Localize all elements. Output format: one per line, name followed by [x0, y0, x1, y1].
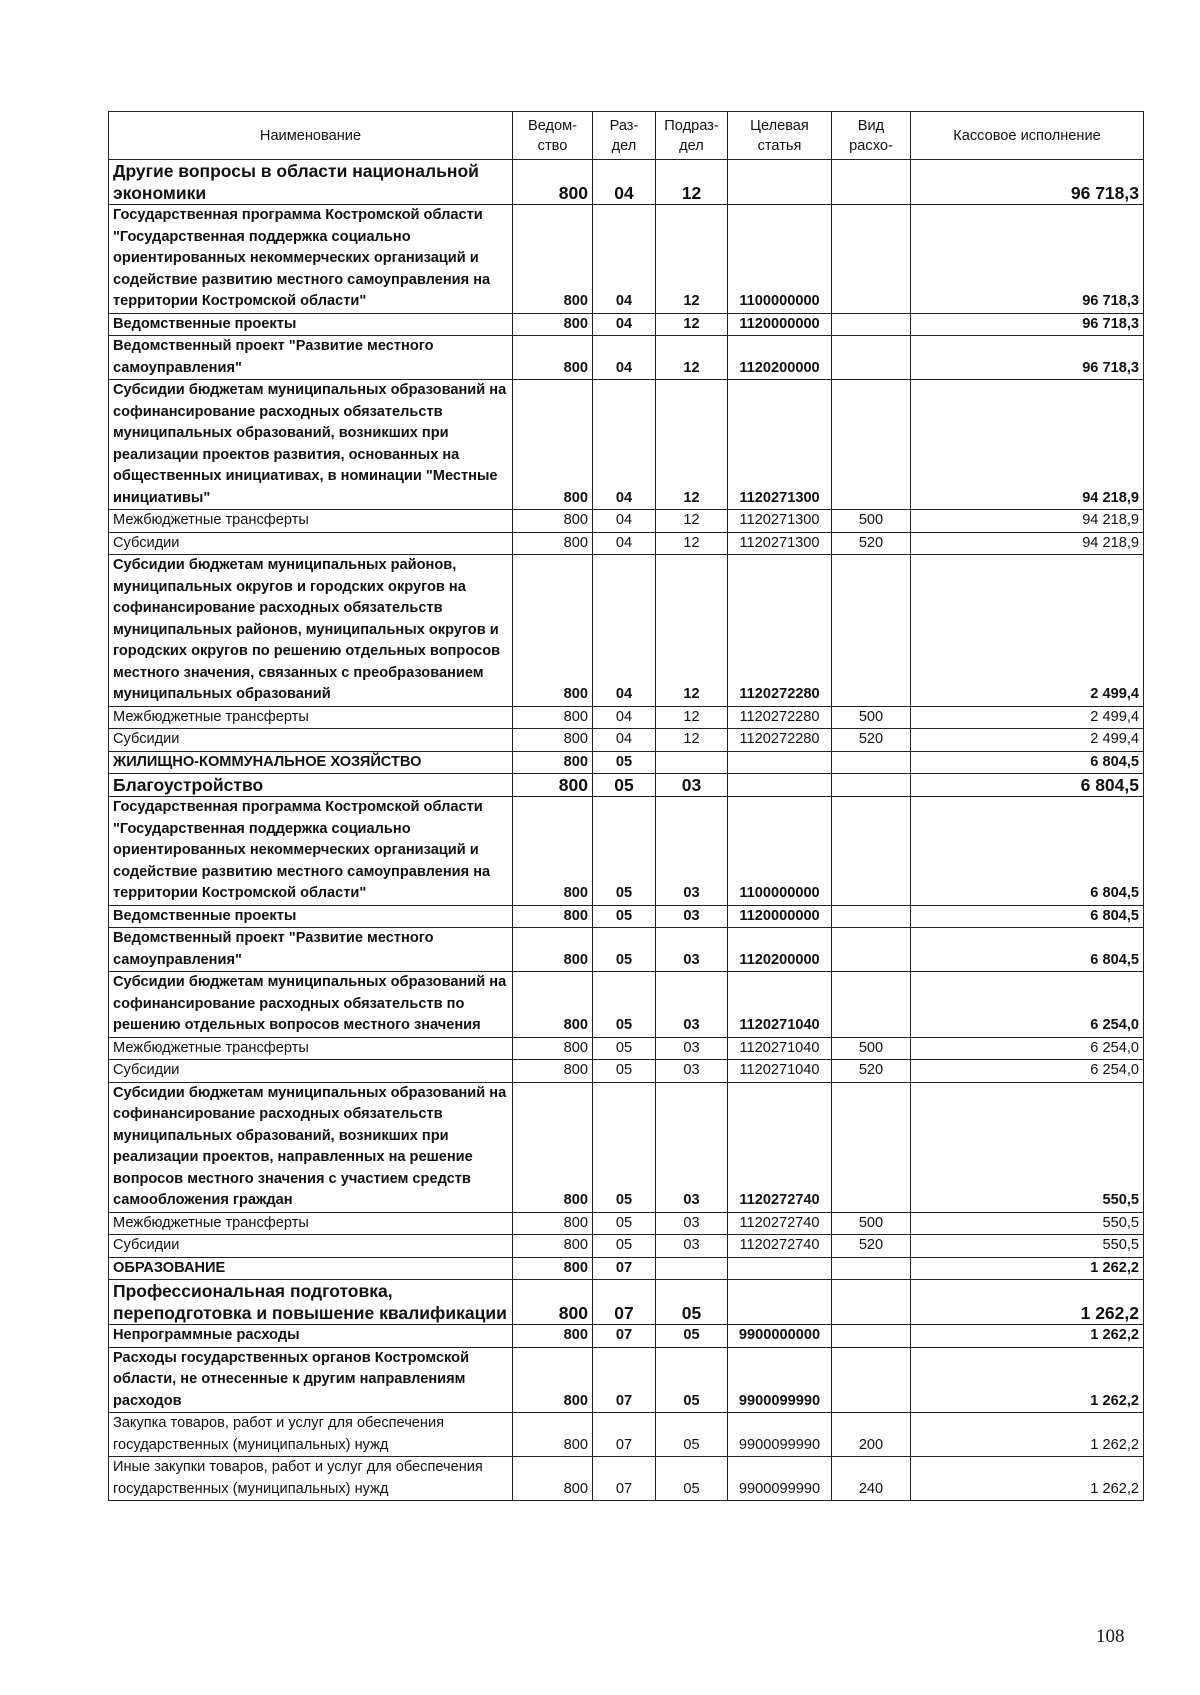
cell-vedomstvo: 800	[513, 1037, 593, 1060]
cell-razdel: 04	[593, 555, 656, 707]
cell-vid-rashodov	[832, 313, 911, 336]
cell-podrazdel: 05	[656, 1280, 728, 1325]
cell-tselevaya-statya: 1120272740	[728, 1235, 832, 1258]
cell-podrazdel: 12	[656, 313, 728, 336]
table-row	[109, 1413, 1144, 1457]
cell-kassovoe-ispolnenie: 6 804,5	[911, 928, 1144, 972]
table-row	[109, 336, 1144, 380]
cell-podrazdel	[656, 1257, 728, 1280]
cell-vid-rashodov: 520	[832, 729, 911, 752]
table-row	[109, 205, 1144, 314]
cell-razdel: 04	[593, 313, 656, 336]
cell-podrazdel: 05	[656, 1347, 728, 1413]
cell-tselevaya-statya: 1120271040	[728, 972, 832, 1038]
cell-kassovoe-ispolnenie: 550,5	[911, 1082, 1144, 1212]
cell-name: ОБРАЗОВАНИЕ	[109, 1257, 513, 1280]
cell-vedomstvo: 800	[513, 532, 593, 555]
cell-tselevaya-statya: 1120271040	[728, 1037, 832, 1060]
cell-vedomstvo: 800	[513, 797, 593, 906]
cell-razdel: 04	[593, 706, 656, 729]
cell-name: Субсидии бюджетам муниципальных районов, муниципальных округов и городских округов на софинансирование расходных обязательств муниципальных районов, муниципальных округов и городских округов по решению отдельных вопросов местного значения, связанных с преобразованием муниципальных образований	[109, 555, 513, 707]
cell-kassovoe-ispolnenie: 6 804,5	[911, 751, 1144, 774]
cell-vid-rashodov	[832, 205, 911, 314]
cell-podrazdel: 12	[656, 380, 728, 510]
cell-podrazdel: 05	[656, 1413, 728, 1457]
table-row	[109, 797, 1144, 906]
table-row	[109, 905, 1144, 928]
cell-podrazdel: 03	[656, 1235, 728, 1258]
cell-name: Субсидии	[109, 1060, 513, 1083]
cell-tselevaya-statya: 1100000000	[728, 205, 832, 314]
table-row	[109, 1212, 1144, 1235]
cell-vid-rashodov	[832, 905, 911, 928]
cell-name: Субсидии	[109, 532, 513, 555]
cell-kassovoe-ispolnenie: 6 804,5	[911, 905, 1144, 928]
cell-podrazdel: 12	[656, 160, 728, 205]
cell-kassovoe-ispolnenie: 94 218,9	[911, 510, 1144, 533]
cell-tselevaya-statya: 9900099990	[728, 1413, 832, 1457]
cell-tselevaya-statya: 1120271040	[728, 1060, 832, 1083]
cell-razdel: 07	[593, 1257, 656, 1280]
cell-podrazdel: 03	[656, 1037, 728, 1060]
table-row	[109, 928, 1144, 972]
table-row	[109, 972, 1144, 1038]
table-row	[109, 160, 1144, 205]
cell-razdel: 05	[593, 774, 656, 797]
cell-kassovoe-ispolnenie: 96 718,3	[911, 336, 1144, 380]
cell-tselevaya-statya: 1120272280	[728, 555, 832, 707]
cell-vid-rashodov: 240	[832, 1457, 911, 1501]
cell-vedomstvo: 800	[513, 751, 593, 774]
cell-name: Межбюджетные трансферты	[109, 510, 513, 533]
cell-vid-rashodov: 200	[832, 1413, 911, 1457]
cell-kassovoe-ispolnenie: 1 262,2	[911, 1325, 1144, 1348]
cell-razdel: 04	[593, 205, 656, 314]
cell-vedomstvo: 800	[513, 1060, 593, 1083]
cell-tselevaya-statya	[728, 1257, 832, 1280]
cell-vid-rashodov	[832, 751, 911, 774]
cell-name: Субсидии бюджетам муниципальных образований на софинансирование расходных обязательств муниципальных образований, возникших при реализации проектов развития, основанных на общественных инициативах, в номинации "Местные инициативы"	[109, 380, 513, 510]
cell-vedomstvo: 800	[513, 380, 593, 510]
cell-tselevaya-statya	[728, 160, 832, 205]
cell-vedomstvo: 800	[513, 1325, 593, 1348]
cell-vid-rashodov: 520	[832, 532, 911, 555]
cell-kassovoe-ispolnenie: 94 218,9	[911, 532, 1144, 555]
cell-kassovoe-ispolnenie: 1 262,2	[911, 1257, 1144, 1280]
cell-vid-rashodov: 500	[832, 510, 911, 533]
cell-name: Ведомственный проект "Развитие местного самоуправления"	[109, 336, 513, 380]
cell-podrazdel: 12	[656, 205, 728, 314]
table-header-row	[109, 112, 1144, 160]
header-vid-rashodov: Вид расхо-	[832, 112, 911, 160]
cell-kassovoe-ispolnenie: 1 262,2	[911, 1347, 1144, 1413]
header-podrazdel: Подраз- дел	[656, 112, 728, 160]
table-row	[109, 1457, 1144, 1501]
cell-vid-rashodov	[832, 160, 911, 205]
cell-vid-rashodov	[832, 336, 911, 380]
cell-name: Субсидии бюджетам муниципальных образований на софинансирование расходных обязательств муниципальных образований, возникших при реализации проектов, направленных на решение вопросов местного значения с участием средств самообложения граждан	[109, 1082, 513, 1212]
cell-kassovoe-ispolnenie: 6 254,0	[911, 972, 1144, 1038]
cell-vedomstvo: 800	[513, 160, 593, 205]
cell-razdel: 04	[593, 729, 656, 752]
cell-kassovoe-ispolnenie: 6 254,0	[911, 1060, 1144, 1083]
cell-razdel: 05	[593, 1037, 656, 1060]
cell-vid-rashodov: 520	[832, 1235, 911, 1258]
cell-name: Ведомственный проект "Развитие местного самоуправления"	[109, 928, 513, 972]
cell-tselevaya-statya	[728, 1280, 832, 1325]
cell-kassovoe-ispolnenie: 6 804,5	[911, 797, 1144, 906]
table-row	[109, 1082, 1144, 1212]
cell-vid-rashodov	[832, 1280, 911, 1325]
cell-razdel: 04	[593, 380, 656, 510]
cell-kassovoe-ispolnenie: 2 499,4	[911, 706, 1144, 729]
cell-vedomstvo: 800	[513, 774, 593, 797]
cell-podrazdel: 03	[656, 797, 728, 906]
cell-vid-rashodov	[832, 797, 911, 906]
table-row	[109, 706, 1144, 729]
table-row	[109, 555, 1144, 707]
cell-kassovoe-ispolnenie: 96 718,3	[911, 205, 1144, 314]
cell-podrazdel: 12	[656, 532, 728, 555]
table-row	[109, 532, 1144, 555]
cell-tselevaya-statya: 1120271300	[728, 380, 832, 510]
cell-vedomstvo: 800	[513, 1235, 593, 1258]
table-row	[109, 510, 1144, 533]
cell-name: Благоустройство	[109, 774, 513, 797]
cell-razdel: 05	[593, 751, 656, 774]
cell-vid-rashodov	[832, 1082, 911, 1212]
cell-razdel: 07	[593, 1325, 656, 1348]
cell-name: Межбюджетные трансферты	[109, 1037, 513, 1060]
cell-kassovoe-ispolnenie: 96 718,3	[911, 160, 1144, 205]
table-body	[109, 160, 1144, 1501]
cell-name: Субсидии бюджетам муниципальных образований на софинансирование расходных обязательств по решению отдельных вопросов местного значения	[109, 972, 513, 1038]
cell-vid-rashodov	[832, 972, 911, 1038]
cell-podrazdel: 03	[656, 1082, 728, 1212]
cell-kassovoe-ispolnenie: 1 262,2	[911, 1280, 1144, 1325]
cell-razdel: 07	[593, 1347, 656, 1413]
header-tselevaya-statya: Целевая статья	[728, 112, 832, 160]
cell-podrazdel: 12	[656, 510, 728, 533]
cell-vid-rashodov: 520	[832, 1060, 911, 1083]
cell-name: Другие вопросы в области национальной экономики	[109, 160, 513, 205]
cell-name: Субсидии	[109, 1235, 513, 1258]
cell-razdel: 05	[593, 972, 656, 1038]
cell-razdel: 05	[593, 797, 656, 906]
table-row	[109, 1060, 1144, 1083]
cell-vedomstvo: 800	[513, 1212, 593, 1235]
cell-vedomstvo: 800	[513, 313, 593, 336]
cell-name: Непрограммные расходы	[109, 1325, 513, 1348]
cell-vedomstvo: 800	[513, 510, 593, 533]
cell-tselevaya-statya: 1100000000	[728, 797, 832, 906]
cell-name: Межбюджетные трансферты	[109, 1212, 513, 1235]
table-row	[109, 729, 1144, 752]
cell-tselevaya-statya: 1120000000	[728, 905, 832, 928]
cell-vedomstvo: 800	[513, 1280, 593, 1325]
cell-kassovoe-ispolnenie: 550,5	[911, 1212, 1144, 1235]
cell-razdel: 04	[593, 336, 656, 380]
cell-razdel: 05	[593, 1212, 656, 1235]
cell-tselevaya-statya: 1120200000	[728, 336, 832, 380]
table-row	[109, 1257, 1144, 1280]
cell-vedomstvo: 800	[513, 205, 593, 314]
cell-vedomstvo: 800	[513, 706, 593, 729]
cell-vedomstvo: 800	[513, 1457, 593, 1501]
table-row	[109, 1325, 1144, 1348]
cell-vedomstvo: 800	[513, 928, 593, 972]
cell-vedomstvo: 800	[513, 972, 593, 1038]
cell-kassovoe-ispolnenie: 6 254,0	[911, 1037, 1144, 1060]
table-row	[109, 1235, 1144, 1258]
cell-razdel: 07	[593, 1457, 656, 1501]
cell-kassovoe-ispolnenie: 2 499,4	[911, 555, 1144, 707]
cell-vedomstvo: 800	[513, 1413, 593, 1457]
cell-tselevaya-statya: 9900099990	[728, 1457, 832, 1501]
cell-tselevaya-statya: 1120272740	[728, 1082, 832, 1212]
table-row	[109, 1280, 1144, 1325]
cell-kassovoe-ispolnenie: 6 804,5	[911, 774, 1144, 797]
cell-vedomstvo: 800	[513, 729, 593, 752]
cell-name: Субсидии	[109, 729, 513, 752]
page-number: 108	[1096, 1626, 1125, 1647]
cell-name: Государственная программа Костромской области "Государственная поддержка социально ориентированных некоммерческих организаций и содействие развитию местного самоуправления на территории Костромской области"	[109, 797, 513, 906]
table-row	[109, 1037, 1144, 1060]
cell-name: Закупка товаров, работ и услуг для обеспечения государственных (муниципальных) нужд	[109, 1413, 513, 1457]
cell-name: Межбюджетные трансферты	[109, 706, 513, 729]
cell-vedomstvo: 800	[513, 555, 593, 707]
cell-podrazdel: 12	[656, 555, 728, 707]
cell-tselevaya-statya: 9900000000	[728, 1325, 832, 1348]
cell-name: Иные закупки товаров, работ и услуг для обеспечения государственных (муниципальных) нужд	[109, 1457, 513, 1501]
cell-name: Расходы государственных органов Костромской области, не отнесенные к другим направлениям расходов	[109, 1347, 513, 1413]
cell-tselevaya-statya: 9900099990	[728, 1347, 832, 1413]
table-row	[109, 313, 1144, 336]
cell-podrazdel: 05	[656, 1457, 728, 1501]
cell-podrazdel: 03	[656, 1060, 728, 1083]
cell-name: Ведомственные проекты	[109, 905, 513, 928]
cell-tselevaya-statya: 1120000000	[728, 313, 832, 336]
cell-name: ЖИЛИЩНО-КОММУНАЛЬНОЕ ХОЗЯЙСТВО	[109, 751, 513, 774]
cell-vedomstvo: 800	[513, 1257, 593, 1280]
header-vedomstvo: Ведом- ство	[513, 112, 593, 160]
cell-kassovoe-ispolnenie: 96 718,3	[911, 313, 1144, 336]
cell-razdel: 05	[593, 1082, 656, 1212]
cell-podrazdel: 05	[656, 1325, 728, 1348]
header-razdel: Раз- дел	[593, 112, 656, 160]
cell-name: Ведомственные проекты	[109, 313, 513, 336]
cell-podrazdel	[656, 751, 728, 774]
table-row	[109, 751, 1144, 774]
cell-name: Государственная программа Костромской области "Государственная поддержка социально ориентированных некоммерческих организаций и содействие развитию местного самоуправления на территории Костромской области"	[109, 205, 513, 314]
cell-vid-rashodov	[832, 1257, 911, 1280]
cell-podrazdel: 03	[656, 1212, 728, 1235]
cell-vid-rashodov: 500	[832, 706, 911, 729]
cell-vid-rashodov	[832, 555, 911, 707]
table-row	[109, 380, 1144, 510]
cell-podrazdel: 03	[656, 774, 728, 797]
cell-razdel: 04	[593, 160, 656, 205]
cell-vedomstvo: 800	[513, 336, 593, 380]
cell-vid-rashodov	[832, 380, 911, 510]
cell-razdel: 04	[593, 510, 656, 533]
cell-tselevaya-statya: 1120200000	[728, 928, 832, 972]
cell-kassovoe-ispolnenie: 1 262,2	[911, 1457, 1144, 1501]
cell-tselevaya-statya: 1120272280	[728, 729, 832, 752]
cell-podrazdel: 12	[656, 336, 728, 380]
cell-razdel: 04	[593, 532, 656, 555]
cell-tselevaya-statya: 1120271300	[728, 510, 832, 533]
cell-podrazdel: 12	[656, 706, 728, 729]
cell-kassovoe-ispolnenie: 1 262,2	[911, 1413, 1144, 1457]
cell-tselevaya-statya: 1120272740	[728, 1212, 832, 1235]
cell-razdel: 05	[593, 928, 656, 972]
table-row	[109, 774, 1144, 797]
cell-podrazdel: 12	[656, 729, 728, 752]
budget-execution-table	[108, 111, 1144, 1501]
cell-razdel: 05	[593, 905, 656, 928]
cell-tselevaya-statya	[728, 774, 832, 797]
cell-vedomstvo: 800	[513, 1347, 593, 1413]
cell-razdel: 07	[593, 1280, 656, 1325]
cell-kassovoe-ispolnenie: 550,5	[911, 1235, 1144, 1258]
cell-tselevaya-statya	[728, 751, 832, 774]
cell-vedomstvo: 800	[513, 905, 593, 928]
cell-vid-rashodov: 500	[832, 1212, 911, 1235]
table-row	[109, 1347, 1144, 1413]
cell-vid-rashodov	[832, 1347, 911, 1413]
cell-podrazdel: 03	[656, 928, 728, 972]
cell-podrazdel: 03	[656, 905, 728, 928]
cell-razdel: 07	[593, 1413, 656, 1457]
cell-tselevaya-statya: 1120272280	[728, 706, 832, 729]
cell-vid-rashodov: 500	[832, 1037, 911, 1060]
cell-razdel: 05	[593, 1060, 656, 1083]
cell-razdel: 05	[593, 1235, 656, 1258]
cell-kassovoe-ispolnenie: 94 218,9	[911, 380, 1144, 510]
cell-vid-rashodov	[832, 774, 911, 797]
header-kassovoe-ispolnenie: Кассовое исполнение	[911, 112, 1144, 160]
cell-vid-rashodov	[832, 928, 911, 972]
cell-vedomstvo: 800	[513, 1082, 593, 1212]
cell-podrazdel: 03	[656, 972, 728, 1038]
cell-name: Профессиональная подготовка, переподготовка и повышение квалификации	[109, 1280, 513, 1325]
header-name: Наименование	[109, 112, 513, 160]
cell-tselevaya-statya: 1120271300	[728, 532, 832, 555]
cell-kassovoe-ispolnenie: 2 499,4	[911, 729, 1144, 752]
cell-vid-rashodov	[832, 1325, 911, 1348]
